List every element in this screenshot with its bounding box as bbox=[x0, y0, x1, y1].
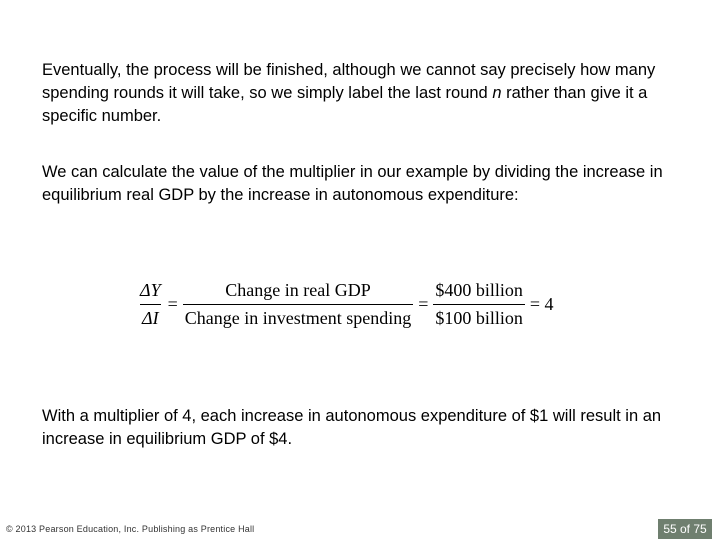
equals-sign-2: = bbox=[418, 294, 429, 314]
paragraph-multiplier-of-4: With a multiplier of 4, each increase in autonomous expenditure of $1 will result in an increase in equilibrium GDP of $4. bbox=[42, 407, 662, 448]
p1-text-start: Eventually, the process will be finished, although we cannot say precisely how many spending rounds it will take, so we simply label the last round bbox=[42, 61, 656, 102]
fraction-delta-denominator: ΔI bbox=[140, 304, 161, 329]
slide-page-counter: 55 of 75 bbox=[658, 519, 712, 539]
fraction-words-denominator: Change in investment spending bbox=[183, 304, 413, 329]
fraction-dollars-denominator: $100 billion bbox=[433, 304, 525, 329]
fraction-words-numerator: Change in real GDP bbox=[225, 280, 371, 300]
fraction-delta-numerator: ΔY bbox=[140, 280, 161, 300]
paragraph-process-finished bbox=[42, 59, 682, 128]
paragraph-calculate-multiplier: We can calculate the value of the multiplier in our example by dividing the increase in equilibrium real GDP by the increase in autonomous expenditure: bbox=[42, 163, 663, 204]
multiplier-equation bbox=[138, 280, 559, 329]
equals-result: = 4 bbox=[529, 294, 554, 314]
equals-sign-1: = bbox=[167, 294, 178, 314]
fraction-delta bbox=[138, 280, 163, 329]
copyright-footer: © 2013 Pearson Education, Inc. Publishing as Prentice Hall bbox=[6, 524, 255, 534]
p1-italic-n: n bbox=[492, 84, 502, 102]
p1-text-end: rather than give it a specific number. bbox=[42, 84, 648, 125]
fraction-dollars bbox=[433, 280, 525, 329]
fraction-dollars-numerator: $400 billion bbox=[435, 280, 523, 300]
fraction-words bbox=[183, 280, 413, 329]
